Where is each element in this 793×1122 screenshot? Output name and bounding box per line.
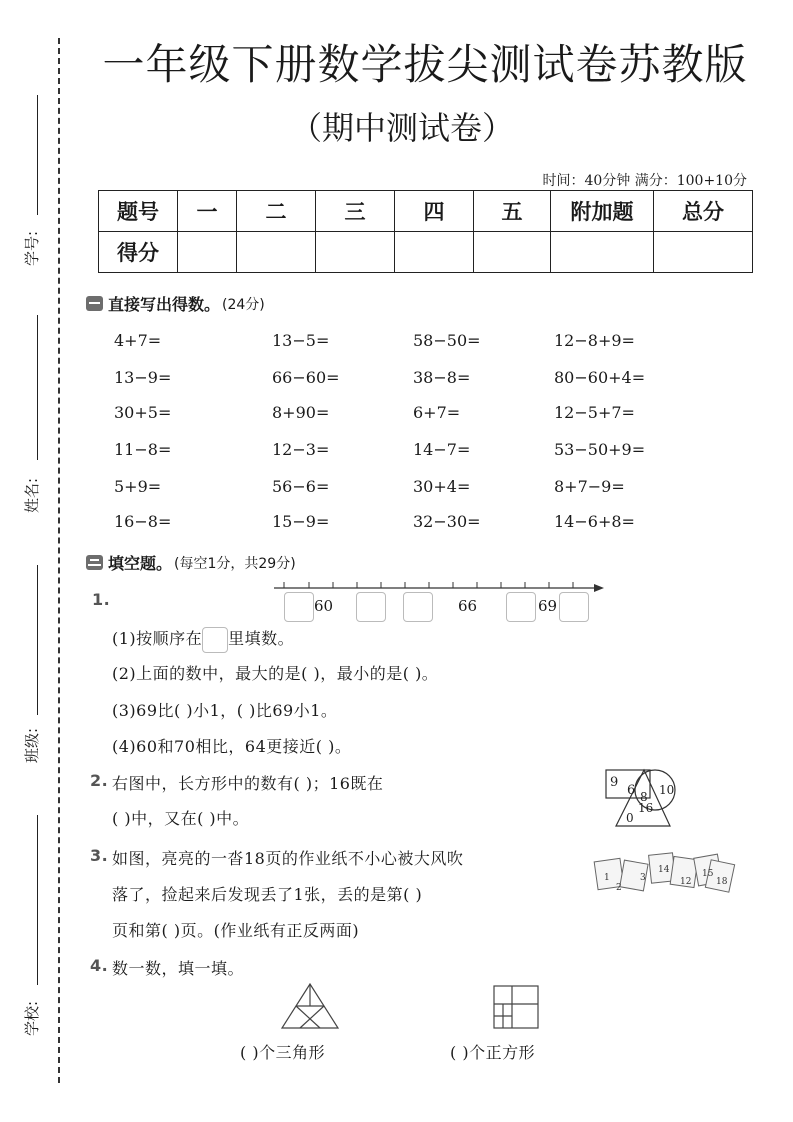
calc-item: 8+7−9= — [554, 477, 625, 496]
question-4-answer-squares: ( )个正方形 — [450, 1043, 536, 1062]
page-number: 15 — [702, 869, 714, 879]
section2-note: (每空1分，共29分) — [174, 555, 296, 572]
calc-item: 16−8= — [114, 512, 172, 531]
calc-item: 5+9= — [114, 477, 162, 496]
score-header-cell: 二 — [237, 191, 316, 232]
set-number: 0 — [626, 811, 634, 825]
page-subtitle: （期中测试卷） — [290, 109, 515, 147]
page-number: 1 — [604, 873, 610, 883]
number-line-label: 69 — [538, 597, 558, 615]
score-table-header-row — [99, 191, 753, 232]
calc-item: 32−30= — [413, 512, 481, 531]
question-3-line-1: 如图，亮亮的一沓18页的作业纸不小心被大风吹 — [112, 849, 464, 868]
name-label: 姓名: — [23, 477, 42, 514]
set-number: 9 — [610, 775, 619, 790]
page-number: 3 — [640, 873, 646, 883]
student-no-rule — [37, 95, 38, 215]
inline-answer-box — [202, 627, 228, 653]
calc-item: 30+5= — [114, 403, 172, 422]
score-cell[interactable] — [474, 232, 551, 273]
section1-note: (24分) — [222, 296, 265, 313]
page-number: 12 — [680, 877, 692, 887]
calc-item: 13−9= — [114, 368, 172, 387]
class-label: 班级: — [23, 727, 42, 764]
question-3-number: 3. — [90, 846, 109, 865]
set-number: 6 — [627, 783, 636, 798]
score-header-cell: 附加题 — [551, 191, 654, 232]
number-line-box[interactable] — [559, 592, 589, 622]
question-4-line-1: 数一数，填一填。 — [112, 959, 245, 978]
score-header-cell: 三 — [316, 191, 395, 232]
question-1-part-1 — [112, 626, 294, 653]
question-2-line-2: ( )中，又在( )中。 — [112, 809, 250, 828]
name-rule — [37, 315, 38, 460]
score-header-cell: 四 — [395, 191, 474, 232]
calc-item: 14−7= — [413, 440, 471, 459]
calc-item: 13−5= — [272, 331, 330, 350]
page-number: 18 — [716, 877, 728, 887]
school-rule — [37, 815, 38, 985]
class-rule — [37, 565, 38, 715]
score-cell[interactable] — [237, 232, 316, 273]
calc-item: 12−3= — [272, 440, 330, 459]
question-3-line-3: 页和第( )页。(作业纸有正反两面) — [112, 921, 360, 940]
number-line-box[interactable] — [403, 592, 433, 622]
score-table-score-row — [99, 232, 753, 273]
score-row-label: 得分 — [99, 232, 178, 273]
set-number: 10 — [659, 783, 675, 797]
score-cell[interactable] — [316, 232, 395, 273]
student-no-label: 学号: — [23, 230, 42, 267]
score-cell[interactable] — [654, 232, 753, 273]
score-header-cell: 五 — [474, 191, 551, 232]
calc-item: 4+7= — [114, 331, 162, 350]
calc-item: 14−6+8= — [554, 512, 635, 531]
score-cell[interactable] — [395, 232, 474, 273]
number-line-box[interactable] — [284, 592, 314, 622]
page-number: 14 — [658, 865, 670, 875]
calc-item: 8+90= — [272, 403, 330, 422]
calc-item: 15−9= — [272, 512, 330, 531]
calc-item: 11−8= — [114, 440, 172, 459]
q1-p1-text-b: 里填数。 — [228, 629, 295, 648]
set-number: 16 — [638, 801, 654, 815]
section2-heading — [86, 551, 296, 574]
calc-item: 80−60+4= — [554, 368, 646, 387]
question-4-number: 4. — [90, 956, 109, 975]
section1-heading — [86, 292, 265, 315]
score-cell[interactable] — [178, 232, 237, 273]
q1-p1-text-a: (1)按顺序在 — [112, 629, 203, 648]
section-two-badge-icon — [86, 555, 103, 570]
calc-item: 53−50+9= — [554, 440, 646, 459]
square-grid-figure — [492, 984, 540, 1030]
number-line-box[interactable] — [506, 592, 536, 622]
question-1-part-4: (4)60和70相比，64更接近( )。 — [112, 737, 352, 756]
question-1-part-3: (3)69比( )小1，( )比69小1。 — [112, 701, 338, 720]
binding-dashed-line — [58, 38, 60, 1083]
time-info: 时间：40分钟 满分：100+10分 — [542, 173, 747, 189]
number-line-label: 60 — [314, 597, 334, 615]
number-line-label: 66 — [458, 597, 478, 615]
calc-item: 58−50= — [413, 331, 481, 350]
triangle-figure — [280, 982, 342, 1032]
section2-title: 填空题。 — [108, 554, 173, 573]
question-2-number: 2. — [90, 771, 109, 790]
calc-item: 30+4= — [413, 477, 471, 496]
score-cell[interactable] — [551, 232, 654, 273]
question-1-part-2: (2)上面的数中，最大的是( )，最小的是( )。 — [112, 664, 439, 683]
page-title: 一年级下册数学拔尖测试卷苏教版 — [102, 40, 748, 89]
score-header-cell: 总分 — [654, 191, 753, 232]
score-header-cell: 一 — [178, 191, 237, 232]
set-number: 8 — [640, 790, 648, 804]
calc-item: 12−5+7= — [554, 403, 635, 422]
score-table — [98, 190, 753, 273]
question-1-number: 1. — [92, 590, 111, 609]
calc-item: 56−6= — [272, 477, 330, 496]
scattered-pages-illustration — [592, 850, 736, 900]
score-header-cell: 题号 — [99, 191, 178, 232]
calc-item: 6+7= — [413, 403, 461, 422]
section-one-badge-icon — [86, 296, 103, 311]
page-number: 2 — [616, 883, 622, 893]
calc-item: 12−8+9= — [554, 331, 635, 350]
question-4-answer-triangles: ( )个三角形 — [240, 1043, 326, 1062]
question-2-line-1: 右图中，长方形中的数有( )；16既在 — [112, 774, 384, 793]
set-diagram — [600, 764, 680, 830]
number-line-box[interactable] — [356, 592, 386, 622]
question-3-line-2: 落了，捡起来后发现丢了1张，丢的是第( ) — [112, 885, 423, 904]
section1-title: 直接写出得数。 — [108, 295, 221, 314]
calc-item: 38−8= — [413, 368, 471, 387]
school-label: 学校: — [23, 1000, 42, 1037]
calc-item: 66−60= — [272, 368, 340, 387]
